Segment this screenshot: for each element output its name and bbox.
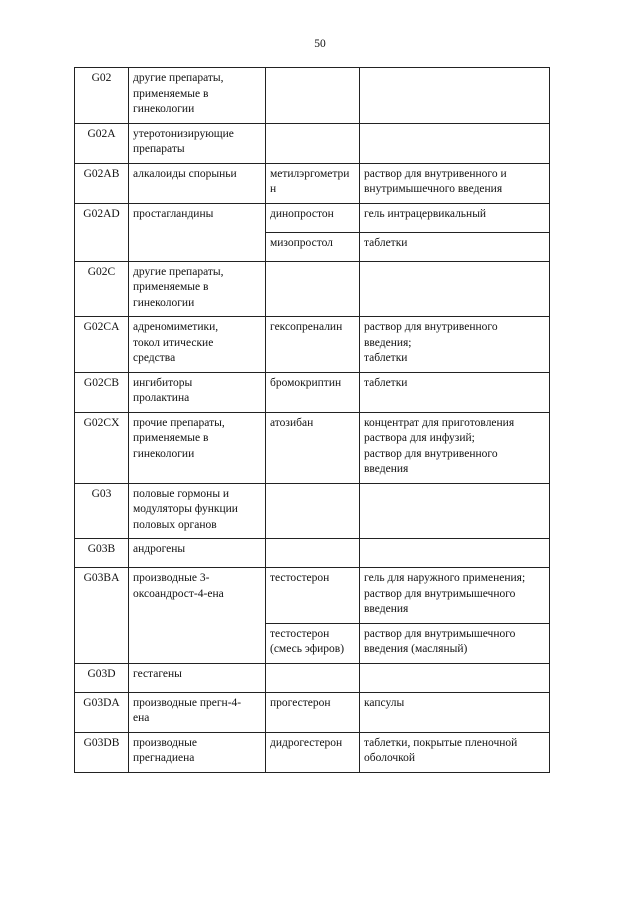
anatomical-therapeutic-group: другие препараты, применяемые в гинекологии — [129, 261, 266, 317]
table-row — [75, 163, 550, 203]
drug-name — [266, 123, 360, 163]
anatomical-therapeutic-group: простагландины — [129, 203, 266, 261]
dosage-form: таблетки — [360, 372, 550, 412]
anatomical-therapeutic-group: адреномиметики, токол итические средства — [129, 317, 266, 373]
atc-code-cell — [75, 568, 129, 664]
atc-code-cell — [75, 663, 129, 692]
dosage-form: таблетки — [360, 232, 550, 261]
drug-name: мизопростол — [266, 232, 360, 261]
atc-code-cell — [75, 483, 129, 539]
page-number: 50 — [314, 38, 326, 50]
atc-code: G03D — [87, 667, 116, 680]
table-row — [75, 203, 550, 232]
table-row — [75, 539, 550, 568]
dosage-form: раствор для внутримышечного введения (масляный) — [360, 623, 550, 663]
atc-code-cell — [75, 539, 129, 568]
dosage-form: раствор для внутривенного введения; таблетки — [360, 317, 550, 373]
anatomical-therapeutic-group: андрогены — [129, 539, 266, 568]
anatomical-therapeutic-group: половые гормоны и модуляторы функции половых органов — [129, 483, 266, 539]
dosage-form — [360, 483, 550, 539]
table-row — [75, 123, 550, 163]
atc-code: G03DB — [83, 736, 120, 749]
dosage-form: гель интрацервикальный — [360, 203, 550, 232]
anatomical-therapeutic-group: гестагены — [129, 663, 266, 692]
table-row — [75, 568, 550, 624]
table-row — [75, 663, 550, 692]
dosage-form — [360, 663, 550, 692]
table-row — [75, 732, 550, 772]
table-row — [75, 68, 550, 124]
drug-name: метилэргометри н — [266, 163, 360, 203]
atc-code-cell — [75, 732, 129, 772]
drug-name: прогестерон — [266, 692, 360, 732]
anatomical-therapeutic-group: алкалоиды спорыньи — [129, 163, 266, 203]
atc-code-cell — [75, 123, 129, 163]
atc-code-cell — [75, 372, 129, 412]
atc-code-cell — [75, 68, 129, 124]
atc-code: G03DA — [83, 696, 120, 709]
drug-name — [266, 539, 360, 568]
drug-name: атозибан — [266, 412, 360, 483]
dosage-form — [360, 68, 550, 124]
atc-code: G02C — [87, 265, 116, 278]
anatomical-therapeutic-group: производные прегн-4- ена — [129, 692, 266, 732]
atc-code-cell — [75, 317, 129, 373]
anatomical-therapeutic-group: утеротонизирующие препараты — [129, 123, 266, 163]
dosage-form — [360, 539, 550, 568]
drug-name — [266, 68, 360, 124]
atc-code-cell — [75, 412, 129, 483]
anatomical-therapeutic-group: производные прегнадиена — [129, 732, 266, 772]
dosage-form: таблетки, покрытые пленочной оболочкой — [360, 732, 550, 772]
drug-name: тестостерон — [266, 568, 360, 624]
dosage-form — [360, 261, 550, 317]
drug-name: бромокриптин — [266, 372, 360, 412]
drug-classification-table — [74, 67, 550, 773]
anatomical-therapeutic-group: производные 3- оксоандрост-4-ена — [129, 568, 266, 664]
dosage-form: концентрат для приготовления раствора для инфузий; раствор для внутривенного введения — [360, 412, 550, 483]
drug-name — [266, 663, 360, 692]
dosage-form — [360, 123, 550, 163]
atc-code: G02CX — [83, 416, 120, 429]
atc-code-cell — [75, 261, 129, 317]
anatomical-therapeutic-group: прочие препараты, применяемые в гинекологии — [129, 412, 266, 483]
dosage-form: раствор для внутривенного и внутримышечного введения — [360, 163, 550, 203]
anatomical-therapeutic-group: другие препараты, применяемые в гинекологии — [129, 68, 266, 124]
atc-code: G02AB — [83, 167, 120, 180]
atc-code: G03BA — [83, 572, 120, 584]
drug-name: дидрогестерон — [266, 732, 360, 772]
table-row — [75, 483, 550, 539]
table-row — [75, 412, 550, 483]
atc-code-cell — [75, 163, 129, 203]
atc-code: G02CA — [83, 321, 120, 333]
atc-code-cell — [75, 692, 129, 732]
drug-name — [266, 261, 360, 317]
drug-name: гексопреналин — [266, 317, 360, 373]
atc-code: G02A — [87, 127, 116, 140]
table-row — [75, 692, 550, 732]
atc-code: G02AD — [83, 207, 120, 220]
drug-name: тестостерон (смесь эфиров) — [266, 623, 360, 663]
anatomical-therapeutic-group: ингибиторы пролактина — [129, 372, 266, 412]
atc-code: G03 — [91, 487, 112, 500]
dosage-form: гель для наружного применения; раствор для внутримышечного введения — [360, 568, 550, 624]
atc-code: G02CB — [83, 376, 120, 389]
table-row — [75, 261, 550, 317]
drug-name — [266, 483, 360, 539]
table-row — [75, 372, 550, 412]
table-row — [75, 317, 550, 373]
atc-code: G02 — [91, 72, 112, 84]
atc-code-cell — [75, 203, 129, 261]
drug-name: динопростон — [266, 203, 360, 232]
atc-code: G03B — [87, 543, 116, 555]
dosage-form: капсулы — [360, 692, 550, 732]
